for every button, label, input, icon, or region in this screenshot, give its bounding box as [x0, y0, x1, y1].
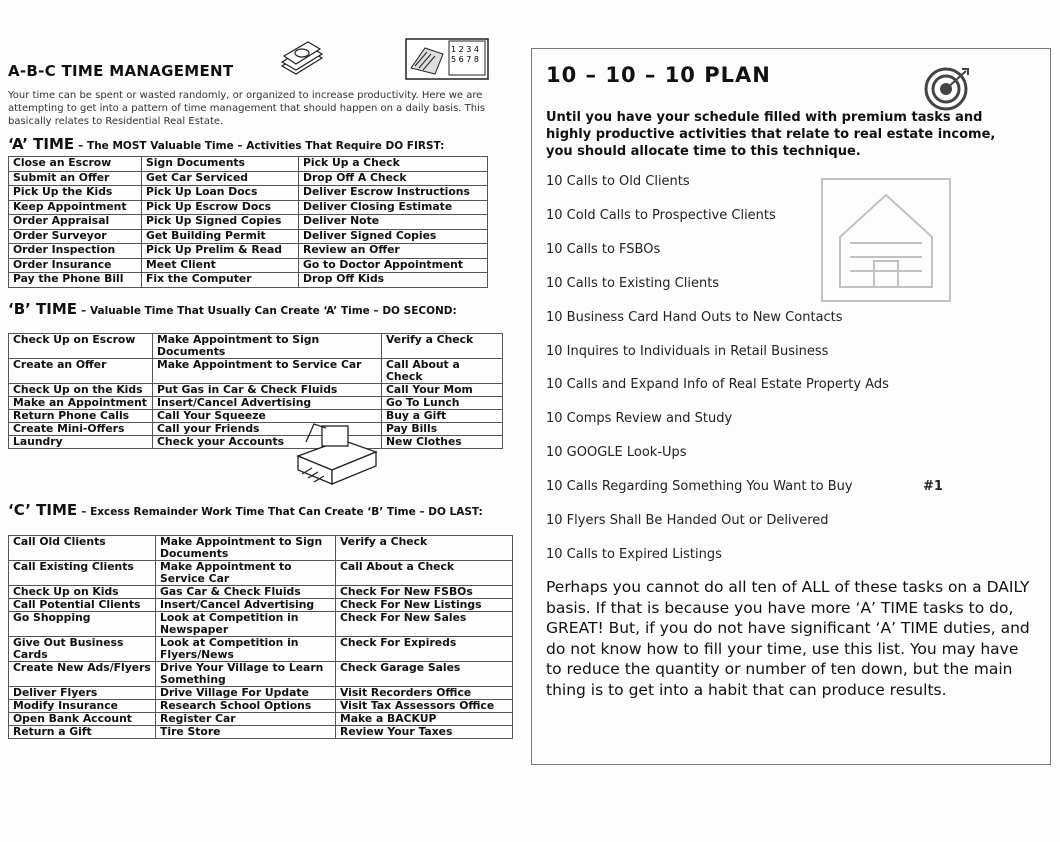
a-time-row [9, 200, 488, 215]
plan-item-text: 10 Flyers Shall Be Handed Out or Delivered [546, 513, 829, 528]
plan-item-text: 10 Calls Regarding Something You Want to Buy [546, 479, 853, 495]
plan-footer: Perhaps you cannot do all ten of ALL of these tasks on a DAILY basis. If that is because you have more ‘A’ TIME tasks to do, GREAT! But, if you do not have significant ‘A’ TIME duties, and do not know how to fill your time, use this list. You may have to reduce the quantity or number of ten down, but the main thing is to get into a habit that can produce results. [546, 578, 1030, 699]
a-time-cell: Go to Doctor Appointment [299, 258, 488, 273]
b-time-cell: Make Appointment to Sign Documents [153, 334, 382, 359]
b-time-cell: Laundry [9, 436, 153, 449]
ten-plan-panel [531, 48, 1051, 765]
a-time-cell: Get Building Permit [142, 229, 299, 244]
plan-item [546, 411, 732, 426]
a-time-cell: Order Appraisal [9, 215, 142, 230]
b-time-cell: Put Gas in Car & Check Fluids [153, 384, 382, 397]
plan-item-text: 10 Calls to Expired Listings [546, 546, 722, 562]
a-time-cell: Order Surveyor [9, 229, 142, 244]
a-time-cell: Sign Documents [142, 157, 299, 172]
plan-item [546, 513, 829, 528]
a-time-cell: Pay the Phone Bill [9, 273, 142, 288]
plan-item-text: 10 GOOGLE Look-Ups [546, 445, 687, 461]
c-time-cell: Return a Gift [9, 726, 156, 739]
c-time-row [9, 713, 513, 726]
c-time-cell: Call Existing Clients [9, 561, 156, 586]
plan-item [546, 208, 776, 223]
c-time-cell: Gas Car & Check Fluids [156, 586, 336, 599]
abc-intro: Your time can be spent or wasted randomly, or organized to increase productivity. Here we are attempting to get into a pattern of time management that should happen on a daily basis. This basically relates to Residential Real Estate. [8, 90, 486, 127]
c-time-table [8, 535, 513, 739]
a-time-cell: Deliver Signed Copies [299, 229, 488, 244]
b-time-label: ‘B’ TIME [8, 300, 78, 318]
c-time-cell: Look at Competition in Newspaper [156, 612, 336, 637]
c-time-cell: Call Potential Clients [9, 599, 156, 612]
a-time-cell: Close an Escrow [9, 157, 142, 172]
b-time-heading [8, 300, 478, 318]
plan-item [546, 445, 687, 460]
b-time-cell: New Clothes [382, 436, 503, 449]
svg-text:5 6 7 8: 5 6 7 8 [451, 55, 479, 64]
c-time-cell: Make Appointment to Sign Documents [156, 536, 336, 561]
svg-text:1 2 3 4: 1 2 3 4 [451, 45, 479, 54]
plan-item [546, 276, 719, 291]
b-time-row [9, 334, 503, 359]
target-icon [924, 65, 970, 111]
plan-item [546, 344, 828, 359]
c-time-row [9, 586, 513, 599]
plan-title: 10 – 10 – 10 PLAN [546, 63, 771, 87]
b-time-cell: Check your Accounts [153, 436, 382, 449]
plan-item [546, 242, 660, 257]
a-time-cell: Keep Appointment [9, 200, 142, 215]
c-time-cell: Check For New Listings [336, 599, 513, 612]
c-time-row [9, 726, 513, 739]
c-time-cell: Make a BACKUP [336, 713, 513, 726]
b-time-row [9, 410, 503, 423]
b-time-cell: Go To Lunch [382, 397, 503, 410]
c-time-desc: – Excess Remainder Work Time That Can Create ‘B’ Time – DO LAST: [81, 506, 483, 518]
calendar-book-icon [405, 38, 489, 80]
c-time-row [9, 561, 513, 586]
plan-item-text: 10 Comps Review and Study [546, 411, 733, 427]
a-time-row [9, 244, 488, 259]
a-time-desc: – The MOST Valuable Time – Activities That Require DO FIRST: [78, 140, 445, 152]
a-time-cell: Pick Up Escrow Docs [142, 200, 299, 215]
b-time-cell: Call your Friends [153, 423, 382, 436]
c-time-label: ‘C’ TIME [8, 501, 78, 519]
a-time-table [8, 156, 488, 288]
c-time-cell: Create New Ads/Flyers [9, 662, 156, 687]
c-time-cell: Visit Recorders Office [336, 687, 513, 700]
a-time-cell: Drop Off A Check [299, 171, 488, 186]
plan-item [546, 377, 889, 392]
a-time-cell: Deliver Note [299, 215, 488, 230]
a-time-cell: Meet Client [142, 258, 299, 273]
b-time-cell: Verify a Check [382, 334, 503, 359]
plan-item-text: 10 Business Card Hand Outs to New Contacts [546, 309, 843, 325]
b-time-row [9, 384, 503, 397]
c-time-row [9, 700, 513, 713]
a-time-cell: Order Inspection [9, 244, 142, 259]
b-time-cell: Create Mini-Offers [9, 423, 153, 436]
plan-item-text: 10 Calls and Expand Info of Real Estate Property Ads [546, 377, 889, 393]
c-time-cell: Tire Store [156, 726, 336, 739]
c-time-cell: Insert/Cancel Advertising [156, 599, 336, 612]
a-time-cell: Pick Up a Check [299, 157, 488, 172]
b-time-table [8, 333, 503, 449]
money-stack-icon [278, 36, 326, 82]
desk-chair-icon [292, 418, 380, 488]
c-time-cell: Open Bank Account [9, 713, 156, 726]
a-time-cell: Drop Off Kids [299, 273, 488, 288]
c-time-cell: Check For New Sales [336, 612, 513, 637]
c-time-cell: Give Out Business Cards [9, 637, 156, 662]
b-time-row [9, 423, 503, 436]
c-time-cell: Check For Expireds [336, 637, 513, 662]
c-time-cell: Register Car [156, 713, 336, 726]
b-time-row [9, 397, 503, 410]
c-time-cell: Make Appointment to Service Car [156, 561, 336, 586]
a-time-cell: Deliver Escrow Instructions [299, 186, 488, 201]
b-time-cell: Create an Offer [9, 359, 153, 384]
a-time-label: ‘A’ TIME [8, 135, 75, 153]
a-time-cell: Pick Up Signed Copies [142, 215, 299, 230]
plan-item [546, 174, 690, 189]
a-time-row [9, 186, 488, 201]
a-time-heading [8, 135, 445, 153]
a-time-cell: Submit an Offer [9, 171, 142, 186]
a-time-row [9, 157, 488, 172]
b-time-cell: Call About a Check [382, 359, 503, 384]
a-time-row [9, 273, 488, 288]
c-time-row [9, 662, 513, 687]
b-time-row [9, 436, 503, 449]
c-time-cell: Visit Tax Assessors Office [336, 700, 513, 713]
a-time-cell: Review an Offer [299, 244, 488, 259]
b-time-cell: Call Your Mom [382, 384, 503, 397]
b-time-cell: Buy a Gift [382, 410, 503, 423]
b-time-cell: Make Appointment to Service Car [153, 359, 382, 384]
plan-item [546, 547, 722, 562]
plan-item-marker: #1 [923, 479, 943, 495]
a-time-cell: Pick Up Loan Docs [142, 186, 299, 201]
a-time-row [9, 171, 488, 186]
a-time-cell: Pick Up Prelim & Read [142, 244, 299, 259]
a-time-cell: Order Insurance [9, 258, 142, 273]
c-time-row [9, 637, 513, 662]
plan-item-text: 10 Calls to FSBOs [546, 241, 661, 257]
c-time-cell: Go Shopping [9, 612, 156, 637]
plan-item-text: 10 Calls to Existing Clients [546, 275, 720, 291]
c-time-cell: Drive Village For Update [156, 687, 336, 700]
b-time-desc: – Valuable Time That Usually Can Create ‘A’ Time – DO SECOND: [81, 305, 457, 317]
c-time-row [9, 687, 513, 700]
b-time-cell: Check Up on Escrow [9, 334, 153, 359]
c-time-cell: Check Garage Sales [336, 662, 513, 687]
b-time-row [9, 359, 503, 384]
b-time-cell: Insert/Cancel Advertising [153, 397, 382, 410]
c-time-row [9, 536, 513, 561]
b-time-cell: Call Your Squeeze [153, 410, 382, 423]
plan-item [546, 310, 843, 325]
c-time-cell: Check Up on Kids [9, 586, 156, 599]
c-time-cell: Check For New FSBOs [336, 586, 513, 599]
b-time-cell: Check Up on the Kids [9, 384, 153, 397]
plan-item-text: 10 Calls to Old Clients [546, 174, 690, 189]
house-sketch-icon [820, 177, 952, 303]
plan-item-text: 10 Inquires to Individuals in Retail Business [546, 343, 829, 359]
b-time-cell: Make an Appointment [9, 397, 153, 410]
c-time-cell: Call About a Check [336, 561, 513, 586]
c-time-row [9, 599, 513, 612]
c-time-cell: Review Your Taxes [336, 726, 513, 739]
a-time-cell: Deliver Closing Estimate [299, 200, 488, 215]
plan-item-text: 10 Cold Calls to Prospective Clients [546, 207, 776, 223]
c-time-row [9, 612, 513, 637]
abc-title: A-B-C TIME MANAGEMENT [8, 62, 234, 80]
a-time-row [9, 229, 488, 244]
c-time-cell: Research School Options [156, 700, 336, 713]
c-time-cell: Call Old Clients [9, 536, 156, 561]
c-time-cell: Modify Insurance [9, 700, 156, 713]
c-time-cell: Deliver Flyers [9, 687, 156, 700]
a-time-cell: Fix the Computer [142, 273, 299, 288]
c-time-cell: Look at Competition in Flyers/News [156, 637, 336, 662]
c-time-cell: Verify a Check [336, 536, 513, 561]
plan-intro: Until you have your schedule filled with premium tasks and highly productive activities that relate to real estate income, you should allocate time to this technique. [546, 110, 996, 159]
a-time-cell: Get Car Serviced [142, 171, 299, 186]
a-time-row [9, 215, 488, 230]
a-time-cell: Pick Up the Kids [9, 186, 142, 201]
b-time-cell: Pay Bills [382, 423, 503, 436]
c-time-cell: Drive Your Village to Learn Something [156, 662, 336, 687]
b-time-cell: Return Phone Calls [9, 410, 153, 423]
a-time-row [9, 258, 488, 273]
c-time-heading [8, 501, 488, 519]
plan-item [546, 479, 943, 495]
